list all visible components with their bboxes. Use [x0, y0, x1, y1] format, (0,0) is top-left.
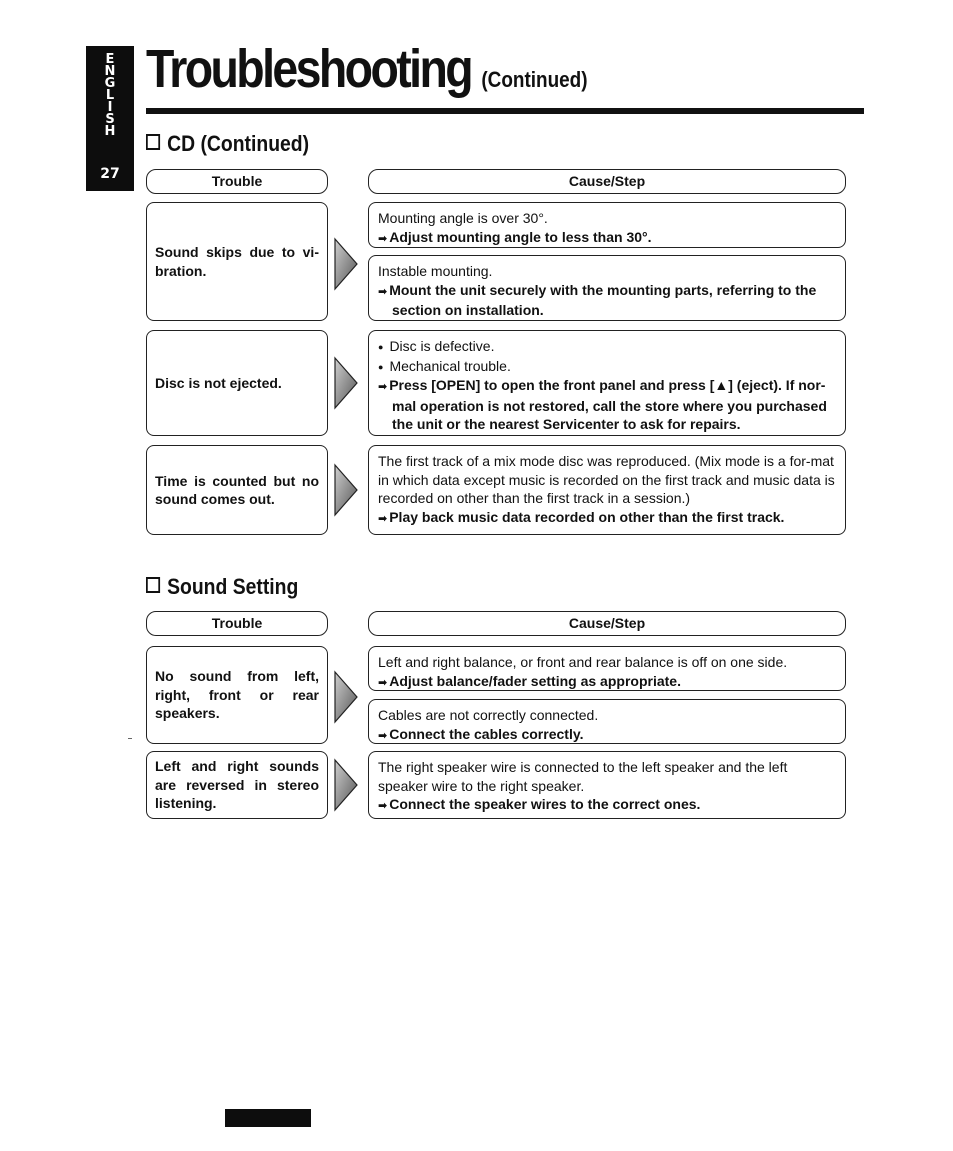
- trouble-text: Time is counted but no sound comes out.: [155, 472, 319, 507]
- cause-item: [368, 751, 846, 819]
- language-letter: I: [107, 100, 113, 115]
- trouble-item: [146, 646, 328, 744]
- language-letter: N: [104, 64, 116, 79]
- step-text: ➡ Connect the speaker wires to the correct ones.: [378, 795, 837, 816]
- cause-text: Left and right balance, or front and rear balance is off on one side.: [378, 654, 788, 670]
- language-letter: H: [104, 124, 116, 139]
- arrow-right-icon: [333, 463, 359, 517]
- footer-bar: [225, 1109, 311, 1127]
- cause-item: [368, 699, 846, 744]
- section-heading-text: Sound Setting: [167, 574, 299, 599]
- margin-tick: [128, 738, 132, 739]
- cause-item: [368, 255, 846, 321]
- trouble-column-header: Trouble: [146, 169, 328, 194]
- trouble-text: Sound skips due to vi-bration.: [155, 244, 319, 279]
- step-text: ➡ Press [OPEN] to open the front panel and press [▲] (eject). If nor-mal operation is not restored, call the store where you purchased the unit or the nearest Servicenter to ask for repairs.: [378, 376, 837, 434]
- section-heading-sound-setting: [146, 574, 298, 600]
- section-heading-cd: [146, 131, 309, 157]
- trouble-text: No sound from left, right, front or rear speakers.: [155, 668, 319, 722]
- step-text: ➡ Connect the cables correctly.: [378, 725, 837, 746]
- page-title: [146, 38, 588, 100]
- trouble-item: [146, 751, 328, 819]
- page-title-main: Troubleshooting: [146, 39, 472, 99]
- cause-column-header: Cause/Step: [368, 169, 846, 194]
- cause-text: The right speaker wire is connected to the left speaker and the left speaker wire to the right speaker.: [378, 759, 788, 794]
- step-text: ➡ Mount the unit securely with the mounting parts, referring to the section on installation.: [378, 281, 837, 320]
- language-tab: [86, 46, 134, 191]
- checkbox-square-icon: [146, 577, 160, 593]
- trouble-item: [146, 445, 328, 535]
- arrow-right-icon: [333, 670, 359, 724]
- trouble-column-header: Trouble: [146, 611, 328, 636]
- cause-text: Cables are not correctly connected.: [378, 707, 599, 723]
- cause-bullet: ● Mechanical trouble.: [378, 357, 837, 377]
- language-letter: S: [105, 112, 115, 127]
- language-label: [86, 54, 134, 138]
- step-text: ➡ Adjust balance/fader setting as appropriate.: [378, 672, 837, 693]
- page-number: 27: [100, 166, 120, 182]
- checkbox-square-icon: [146, 134, 160, 150]
- step-text: ➡ Adjust mounting angle to less than 30°.: [378, 228, 837, 249]
- cause-item: [368, 330, 846, 436]
- trouble-item: [146, 330, 328, 436]
- trouble-item: [146, 202, 328, 321]
- cause-column-header: Cause/Step: [368, 611, 846, 636]
- step-text: ➡ Play back music data recorded on other than the first track.: [378, 508, 837, 529]
- cause-item: [368, 202, 846, 248]
- language-letter: E: [105, 52, 115, 67]
- section-heading-text: CD (Continued): [167, 131, 310, 156]
- cause-text: The first track of a mix mode disc was reproduced. (Mix mode is a for-mat in which data except music is recorded on the first track and music data is recorded on other than the first track in a session.): [378, 453, 835, 506]
- cause-item: [368, 646, 846, 691]
- page-title-sub: (Continued): [481, 67, 588, 92]
- cause-text: Instable mounting.: [378, 263, 493, 279]
- arrow-right-icon: [333, 758, 359, 812]
- cause-item: [368, 445, 846, 535]
- trouble-text: Left and right sounds are reversed in stereo listening.: [155, 758, 319, 812]
- arrow-right-icon: [333, 237, 359, 291]
- language-letter: G: [104, 76, 116, 91]
- arrow-right-icon: [333, 356, 359, 410]
- cause-text: Mounting angle is over 30°.: [378, 210, 548, 226]
- trouble-text: Disc is not ejected.: [155, 374, 282, 391]
- title-rule: [146, 108, 864, 114]
- cause-bullet: ● Disc is defective.: [378, 337, 837, 357]
- language-letter: L: [105, 88, 115, 103]
